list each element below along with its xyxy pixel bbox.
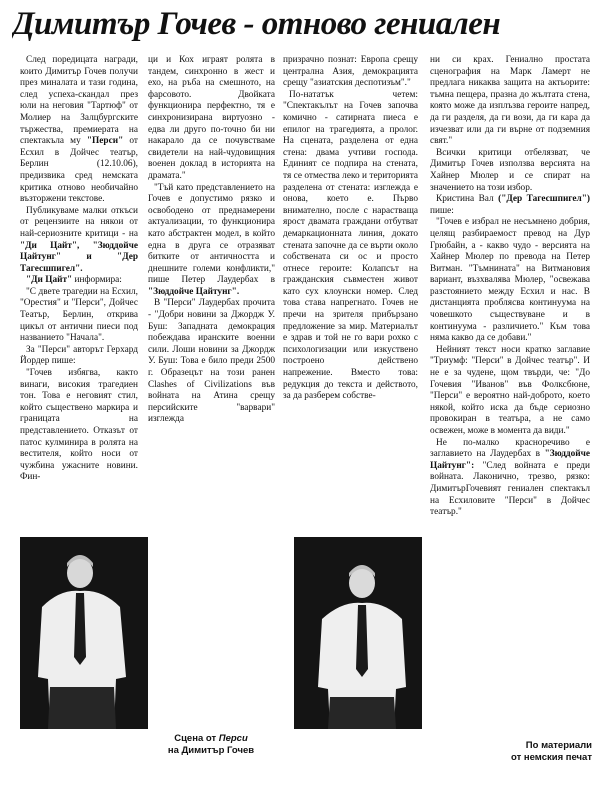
actor-figure-image xyxy=(294,537,422,729)
actor-figure-image xyxy=(20,537,148,729)
paragraph-text: Не по-малко красноречиво е заглавието на Лаудербах в xyxy=(430,437,590,460)
paragraph: Нейният текст носи кратко заглавие "Триумф: "Перси" в Дойчес театър". И не е за чудене, щом твърди, че: "До Гочевия "Иванов" във Фолксбюне, "Перси" е вероятно най-доброто, което някой, който иска да бъде сериозно провокиран в театъра, а не само освежен, може в момента да види." xyxy=(430,344,590,436)
paragraph: призрачно познат: Европа срещу централна Азия, демокрацията срещу "азиатския деспотизъм"." xyxy=(283,55,418,89)
newspaper-name: "Ди Цайт" xyxy=(26,275,73,286)
paragraph xyxy=(430,438,590,519)
caption-text: Сцена от xyxy=(174,733,217,744)
scene-photo-gap xyxy=(148,537,294,729)
paragraph: По-нататък четем: "Спектакълът на Гочев започва комично - сатирната пиеса е епилог на трагедията, а пролог. На сцената, разделена от една стена: двама учтиви господа. Единият се подпира на стената, тя се отмества леко и територията разделена от стената: изглежда е онова, което е. Първо внимателно, после с нарастваща ярост двамата граждани отбутват демаркационната линия, докато стената започне да се върти около собствената си ос и просто отнесе героите: Колапсът на гражданския съвместен живот като сух клоунски номер. След това става напрегнато. Гочев не пречи на зрителя прибързано предложение за мир. Материалът е здрав и той не го вари рохко с психологизации или изкуствено построено действено напрежение. Вместо това: редукция до текста и действото, за да разберем собстве- xyxy=(283,89,418,402)
paragraph: В "Перси" Лаудербах прочита - "Добри новини за Джордж У. Буш: Западната демокрация побеждава иранските военни сили. Лоши новини за Джордж У. Буш: Това е било преди 2500 г. Образецът на този ранен Clashes of Civilizations във войната на Атина срещу персийските "варвари" изглежда xyxy=(148,298,275,425)
paragraph: Всички критици отбелязват, че Димитър Гочев използва версията на Хайнер Мюлер и се спират на значението на този избор. xyxy=(430,147,590,193)
source-line-2: от немския печат xyxy=(511,752,592,763)
paragraph-text: Публикуваме малки откъси от рецензиите на някои от най-сериозните критици - на xyxy=(20,205,138,239)
scene-photo-left xyxy=(20,537,148,729)
play-title: "Перси" xyxy=(86,136,124,147)
paragraph-text: информира: xyxy=(74,275,122,286)
paragraph-text: Кристина Вал xyxy=(436,194,494,205)
newspaper-name: "Зюддойче Цайтунг": xyxy=(430,449,590,471)
article-column-2 xyxy=(148,55,275,535)
paragraph-text: пише: xyxy=(430,205,454,216)
source-line-1: По материали xyxy=(525,740,592,751)
photo-caption xyxy=(148,733,274,757)
headline: Димитър Гочев - отново гениален xyxy=(12,6,501,42)
newspaper-name: ("Дер Тагесшпигел") xyxy=(498,194,590,205)
paragraph: ци и Кох играят ролята в тандем, синхронно в жест и ехо, на ръба на смешното, на фарсовото. Двойката функционира перфектно, тя е синхронизирана виртуозно - едва ли друго по-точно би ни накарало да се почувстваме свидетели на най-чудовищния военен доклад в историята на драмата." xyxy=(148,55,275,181)
paragraph: ни си крах. Гениално простата сценография на Марк Ламерт не предлага никаква защита на актьорите: тъмна пещера, празна до жълтата стена, която може да изплъзва героите напред, да ги разделя, да ги вози, да ги кара да изчезват или да ги върне от подземния свят." xyxy=(430,55,590,147)
source-note xyxy=(472,740,592,764)
paragraph: За "Перси" авторът Герхард Йордер пише: xyxy=(20,344,138,367)
paragraph: "Гочев избягва, както винаги, високия трагедиен тон. Това е неговият стил, който съществено маркира и границата на представлението. Отказът от патос кулминира в ролята на вестителя, който носи от чужбина ужасните новини. Фин- xyxy=(20,368,138,483)
paragraph xyxy=(20,55,138,206)
paragraph-text: "След войната е преди войната. Лаконично, трезво, рязко: ДимитърГочевият гениален спектакъл на Есхиловите "Перси" в Дойчес театър." xyxy=(430,460,590,518)
paragraph: "С двете трагедии на Есхил, "Орестия" и "Перси", Дойчес Театър, Берлин, открива цикъл от антични пиеси под названието "Начала". xyxy=(20,286,138,344)
scene-photos xyxy=(20,537,422,729)
caption-line-1 xyxy=(148,733,274,745)
paragraph-text: След поредицата награди, които Димитър Гочев получи през миналата и тази година, след успеха-скандал през юли на неговия "Тартюф" от Молиер на Залцбургските тържества, премиерата на спектакъла му xyxy=(20,55,138,147)
article-column-1 xyxy=(20,55,138,535)
paragraph-text: от Есхил в Дойчес театър, Берлин (12.10.06), предизвика сред немската критика отново необичайно възторжени текстове. xyxy=(20,136,138,205)
paragraph: "Гочев е избрал не несъмнено добрия, целящ разбираемост превод на Дур Грюбайн, а - какво чудо - версията на Хайнер Мюлер по превода на Петер Витман. "Тъмнината" на Витмановия вариант, възхвалява Мюлер, "освежава разстоянието между Есхил и нас. В дистанцията проблясва континуума на човешкото съществуване и в континуума - различието." Към това няма какво да се добави." xyxy=(430,217,590,344)
caption-play-title: Перси xyxy=(218,733,248,744)
paragraph xyxy=(20,275,138,287)
paragraph xyxy=(430,194,590,217)
caption-line-2: на Димитър Гочев xyxy=(167,745,255,756)
article-column-3 xyxy=(283,55,418,535)
article-column-4 xyxy=(430,55,590,733)
paragraph xyxy=(148,183,275,299)
paragraph-text: "Тъй като представлението на Гочев е допустимо рязко и освободено от преднамерени актуализации, то функционира като абстрактен модел, в който една в друга се отразяват битките от античността и днешните големи конфликти," пише Петер Лаудербах в xyxy=(148,182,275,286)
newspaper-name: "Зюддойче Цайтунг". xyxy=(148,286,240,297)
paragraph xyxy=(20,206,138,276)
newspaper-names: "Ди Цайт", "Зюддойче Цайтунг" и "Дер Тагесшпигел". xyxy=(20,240,138,274)
scene-photo-right xyxy=(294,537,422,729)
